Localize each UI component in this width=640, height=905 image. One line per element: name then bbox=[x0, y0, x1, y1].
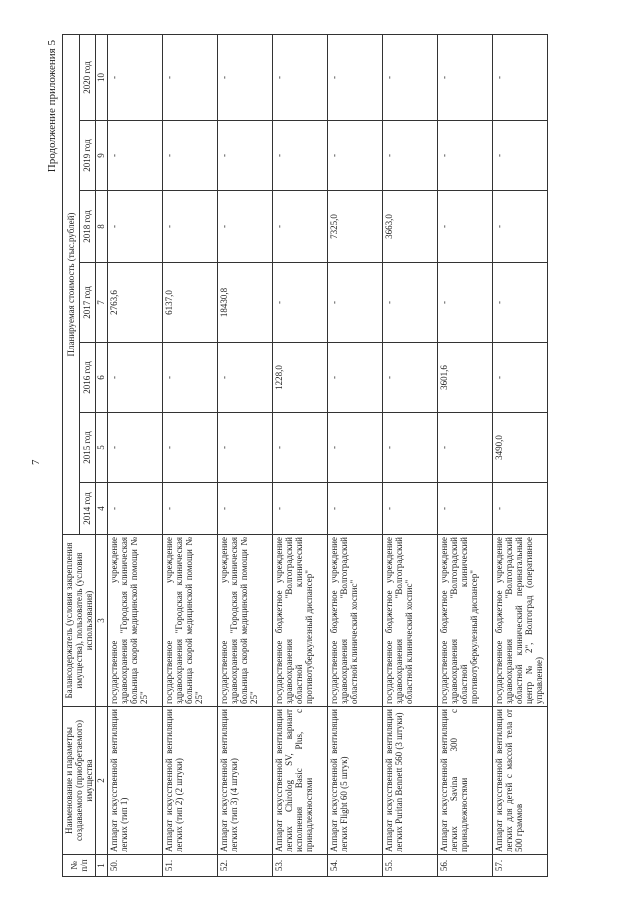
col-number: 7 bbox=[96, 263, 108, 343]
cost-cell: - bbox=[493, 191, 548, 263]
property-name: Аппарат искусственной вентиляции легких Puritan Bennett 560 (3 штуки) bbox=[383, 707, 438, 855]
cost-cell: - bbox=[438, 35, 493, 121]
balance-holder: государственное бюджетное учреждение здравоохранения "Волгоградский областной клинический противотуберкулезный диспансер" bbox=[273, 535, 328, 707]
table-row bbox=[383, 35, 438, 877]
cost-cell: - bbox=[383, 35, 438, 121]
balance-holder: государственное бюджетное учреждение здравоохранения "Волгоградский областной клинический хоспис" bbox=[328, 535, 383, 707]
cost-cell: - bbox=[438, 483, 493, 535]
cost-cell: - bbox=[383, 483, 438, 535]
row-number: 56. bbox=[438, 855, 493, 877]
col-number: 1 bbox=[96, 855, 108, 877]
page-number: 7 bbox=[30, 459, 42, 465]
cost-cell: - bbox=[328, 483, 383, 535]
header-year: 2015 год bbox=[79, 413, 96, 483]
balance-holder: государственное бюджетное учреждение здравоохранения "Волгоградский областной клинический хоспис" bbox=[383, 535, 438, 707]
row-number: 55. bbox=[383, 855, 438, 877]
cost-cell: 2763,6 bbox=[108, 263, 163, 343]
cost-cell: - bbox=[108, 483, 163, 535]
header-cost-group: Планируемая стоимость (тыс.рублей) bbox=[63, 35, 80, 535]
cost-cell: - bbox=[328, 121, 383, 191]
cost-cell: - bbox=[108, 191, 163, 263]
table-row bbox=[273, 35, 328, 877]
balance-holder: государственное учреждение здравоохранения "Городская клиническая больница скорой медицинской помощи № 25" bbox=[218, 535, 273, 707]
cost-cell: - bbox=[163, 343, 218, 413]
col-number: 6 bbox=[96, 343, 108, 413]
cost-cell: - bbox=[163, 35, 218, 121]
header-year: 2018 год bbox=[79, 191, 96, 263]
cost-cell: - bbox=[108, 343, 163, 413]
table-row bbox=[438, 35, 493, 877]
cost-cell: - bbox=[493, 35, 548, 121]
cost-cell: 18430,8 bbox=[218, 263, 273, 343]
header-holder: Балансодержатель (условия закрепления имущества), пользователь (условия использования) bbox=[63, 535, 96, 707]
property-name: Аппарат искусственной вентиляции легких Flight 60 (5 штук) bbox=[328, 707, 383, 855]
header-year: 2017 год bbox=[79, 263, 96, 343]
cost-cell: - bbox=[273, 191, 328, 263]
cost-cell: - bbox=[273, 263, 328, 343]
col-number: 10 bbox=[96, 35, 108, 121]
cost-cell: 7325,0 bbox=[328, 191, 383, 263]
cost-cell: - bbox=[163, 483, 218, 535]
cost-cell: - bbox=[218, 121, 273, 191]
cost-cell: - bbox=[493, 121, 548, 191]
cost-cell: 3490,0 bbox=[493, 413, 548, 483]
cost-cell: - bbox=[383, 121, 438, 191]
cost-cell: - bbox=[218, 413, 273, 483]
cost-cell: 3663,0 bbox=[383, 191, 438, 263]
row-number: 53. bbox=[273, 855, 328, 877]
table-row bbox=[218, 35, 273, 877]
table-row bbox=[163, 35, 218, 877]
header-name: Наименование и параметры создаваемого (приобретаемого) имущества bbox=[63, 707, 96, 855]
cost-cell: - bbox=[493, 343, 548, 413]
cost-cell: - bbox=[108, 121, 163, 191]
cost-cell: - bbox=[218, 343, 273, 413]
row-number: 54. bbox=[328, 855, 383, 877]
property-name: Аппарат искусственной вентиляции легких Chirolog SV, вариант исполнения Basic Plus, с принадлежностями bbox=[273, 707, 328, 855]
cost-cell: - bbox=[438, 413, 493, 483]
cost-cell: - bbox=[328, 413, 383, 483]
cost-cell: - bbox=[493, 263, 548, 343]
cost-cell: - bbox=[328, 35, 383, 121]
cost-cell: - bbox=[273, 413, 328, 483]
cost-cell: - bbox=[328, 263, 383, 343]
col-number: 5 bbox=[96, 413, 108, 483]
cost-cell: - bbox=[273, 35, 328, 121]
table-row bbox=[328, 35, 383, 877]
header-year: 2016 год bbox=[79, 343, 96, 413]
property-name: Аппарат искусственной вентиляции легких (тип 2) (2 штуки) bbox=[163, 707, 218, 855]
property-name: Аппарат искусственной вентиляции легких (тип 1) bbox=[108, 707, 163, 855]
row-number: 52. bbox=[218, 855, 273, 877]
balance-holder: государственное учреждение здравоохранения "Городская клиническая больница скорой медицинской помощи № 25" bbox=[163, 535, 218, 707]
cost-cell: - bbox=[163, 191, 218, 263]
cost-cell: - bbox=[108, 413, 163, 483]
balance-holder: государственное учреждение здравоохранения "Городская клиническая больница скорой медицинской помощи № 25" bbox=[108, 535, 163, 707]
col-number: 9 bbox=[96, 121, 108, 191]
col-number: 2 bbox=[96, 707, 108, 855]
col-number: 4 bbox=[96, 483, 108, 535]
cost-cell: - bbox=[438, 263, 493, 343]
cost-cell: - bbox=[108, 35, 163, 121]
cost-cell: 1228,0 bbox=[273, 343, 328, 413]
table-row bbox=[493, 35, 548, 877]
header-year: 2014 год bbox=[79, 483, 96, 535]
property-table bbox=[62, 34, 548, 877]
table-body bbox=[108, 35, 548, 877]
cost-cell: - bbox=[383, 413, 438, 483]
row-number: 51. bbox=[163, 855, 218, 877]
balance-holder: государственное бюджетное учреждение здравоохранения "Волгоградский областной клинический противотуберкулезный диспансер" bbox=[438, 535, 493, 707]
cost-cell: - bbox=[218, 483, 273, 535]
cost-cell: - bbox=[383, 263, 438, 343]
balance-holder: государственное бюджетное учреждение здравоохранения "Волгоградский областной клинический перинатальный центр № 2", Волгоград (оперативное управление) bbox=[493, 535, 548, 707]
cost-cell: - bbox=[218, 191, 273, 263]
property-name: Аппарат искусственной вентиляции легких (тип 3) (4 штуки) bbox=[218, 707, 273, 855]
header-year: 2020 год bbox=[79, 35, 96, 121]
property-name: Аппарат искусственной вентиляции легких Savina 300 с принадлежностями bbox=[438, 707, 493, 855]
header-num: № п/п bbox=[63, 855, 96, 877]
cost-cell: - bbox=[383, 343, 438, 413]
property-name: Аппарат искусственной вентиляции легких для детей с массой тела от 500 граммов bbox=[493, 707, 548, 855]
cost-cell: 6137,0 bbox=[163, 263, 218, 343]
cost-cell: - bbox=[273, 483, 328, 535]
cost-cell: 3601,6 bbox=[438, 343, 493, 413]
col-number: 8 bbox=[96, 191, 108, 263]
row-number: 50. bbox=[108, 855, 163, 877]
row-number: 57. bbox=[493, 855, 548, 877]
cost-cell: - bbox=[438, 121, 493, 191]
cost-cell: - bbox=[328, 343, 383, 413]
col-number: 3 bbox=[96, 535, 108, 707]
cost-cell: - bbox=[163, 121, 218, 191]
cost-cell: - bbox=[218, 35, 273, 121]
table-row bbox=[108, 35, 163, 877]
cost-cell: - bbox=[493, 483, 548, 535]
header-year: 2019 год bbox=[79, 121, 96, 191]
cost-cell: - bbox=[273, 121, 328, 191]
cost-cell: - bbox=[438, 191, 493, 263]
cost-cell: - bbox=[163, 413, 218, 483]
continuation-note: Продолжение приложения 5 bbox=[46, 40, 58, 173]
